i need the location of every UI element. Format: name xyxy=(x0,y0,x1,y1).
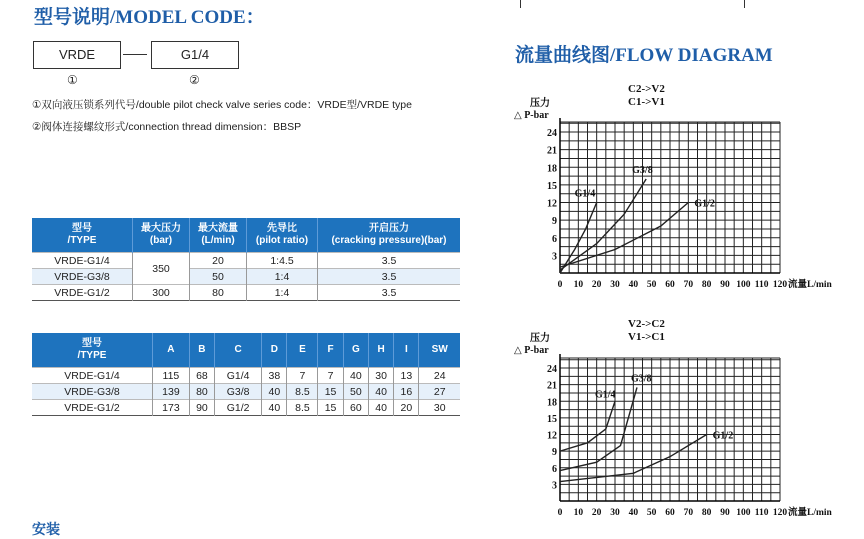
circle-marker-1: ① xyxy=(67,73,78,87)
x-tick-label: 120 xyxy=(772,508,788,518)
y-tick-label: 21 xyxy=(547,380,557,392)
x-tick-label: 70 xyxy=(683,280,694,290)
cell-pilot-ratio: 1:4 xyxy=(247,269,318,285)
x-tick-label: 110 xyxy=(754,508,769,518)
x-tick-label: 10 xyxy=(573,280,584,290)
y-tick-label: 3 xyxy=(552,480,557,492)
x-tick-label: 60 xyxy=(665,508,675,518)
x-tick-label: 120 xyxy=(772,280,788,290)
table-cell: G1/2 xyxy=(215,400,262,416)
x-tick-label: 30 xyxy=(610,508,620,518)
model-code-dash xyxy=(123,54,147,55)
table-cell: G3/8 xyxy=(215,384,262,400)
cell-pilot-ratio: 1:4.5 xyxy=(247,253,318,269)
cell-cracking-pressure: 3.5 xyxy=(318,269,461,285)
y-tick-label: 3 xyxy=(552,251,557,263)
table-cell: 15 xyxy=(318,384,343,400)
cell-cracking-pressure: 3.5 xyxy=(318,285,461,301)
cell-max-flow: 50 xyxy=(190,269,247,285)
table-cell: 80 xyxy=(189,384,214,400)
table-cell: 40 xyxy=(262,384,287,400)
cell-max-flow: 80 xyxy=(190,285,247,301)
x-axis-label: 流量L/min xyxy=(788,280,832,290)
x-tick-label: 20 xyxy=(591,508,602,518)
header-f: F xyxy=(318,333,343,368)
table-cell: 20 xyxy=(394,400,419,416)
header-h: H xyxy=(369,333,394,368)
y-tick-label: 18 xyxy=(547,397,557,409)
table-cell: 40 xyxy=(262,400,287,416)
table-row xyxy=(32,269,460,285)
y-tick-label: 6 xyxy=(552,463,557,475)
table-cell: VRDE-G1/4 xyxy=(32,368,153,384)
x-tick-label: 30 xyxy=(610,280,620,290)
y-tick-label: 12 xyxy=(547,430,557,442)
y-tick-label: 24 xyxy=(547,128,557,139)
series-label: G3/8 xyxy=(631,373,652,385)
table-cell: 24 xyxy=(419,368,460,384)
table-cell: 68 xyxy=(189,368,214,384)
header-g: G xyxy=(343,333,368,368)
table-cell: 16 xyxy=(394,384,419,400)
cell-max-pressure: 350 xyxy=(133,253,190,285)
y-tick-label: 9 xyxy=(552,447,557,459)
table-cell: 40 xyxy=(343,368,368,384)
table-cell: 50 xyxy=(343,384,368,400)
table-cell: VRDE-G3/8 xyxy=(32,384,153,400)
x-tick-label: 70 xyxy=(683,508,694,518)
table-cell: VRDE-G1/2 xyxy=(32,400,153,416)
header-type: 型号 /TYPE xyxy=(32,333,153,368)
table-cell: 27 xyxy=(419,384,460,400)
flow-diagram-title: 流量曲线图/FLOW DIAGRAM xyxy=(515,45,773,66)
x-tick-label: 100 xyxy=(736,508,751,518)
table-cell: G1/4 xyxy=(215,368,262,384)
table-cell: 40 xyxy=(369,400,394,416)
y-tick-label: 24 xyxy=(547,364,557,375)
x-tick-label: 10 xyxy=(573,508,584,518)
section-heading-install: 安装 xyxy=(32,521,60,537)
table-cell: 139 xyxy=(153,384,190,400)
x-tick-label: 40 xyxy=(628,508,639,518)
cell-pilot-ratio: 1:4 xyxy=(247,285,318,301)
header-c: C xyxy=(215,333,262,368)
cell-type: VRDE-G3/8 xyxy=(32,269,133,285)
table-cell: 60 xyxy=(343,400,368,416)
header-a: A xyxy=(153,333,190,368)
y-axis-label: △ P-bar xyxy=(514,345,549,356)
cell-max-pressure: 300 xyxy=(133,285,190,301)
table-row xyxy=(32,285,460,301)
y-tick-label: 9 xyxy=(552,216,557,228)
chart-title: C1->V1 xyxy=(628,96,665,108)
chart-title: V1->C1 xyxy=(628,331,665,343)
x-tick-label: 90 xyxy=(720,280,730,290)
header-e: E xyxy=(287,333,318,368)
y-axis-label: △ P-bar xyxy=(514,110,549,121)
series-label: G1/2 xyxy=(694,198,715,210)
y-axis-label: 压力 xyxy=(530,333,550,344)
divider-line xyxy=(744,0,745,8)
y-tick-label: 15 xyxy=(547,413,557,425)
table-cell: 30 xyxy=(419,400,460,416)
series-label: G1/4 xyxy=(595,389,616,401)
note-series-code: ①双向液压锁系列代号/double pilot check valve series code：VRDE型/VRDE type xyxy=(32,99,412,111)
y-axis-label: 压力 xyxy=(530,98,550,109)
y-tick-label: 6 xyxy=(552,233,557,245)
x-tick-label: 100 xyxy=(736,280,751,290)
header-max-pressure: 最大压力 (bar) xyxy=(133,218,190,253)
header-cracking-pressure: 开启压力 (cracking pressure)(bar) xyxy=(318,218,461,253)
table-cell: 7 xyxy=(318,368,343,384)
x-tick-label: 40 xyxy=(628,280,639,290)
x-tick-label: 110 xyxy=(754,280,769,290)
header-b: B xyxy=(189,333,214,368)
flow-chart-reverse xyxy=(505,312,860,527)
cell-cracking-pressure: 3.5 xyxy=(318,253,461,269)
table-cell: 40 xyxy=(369,384,394,400)
cell-max-flow: 20 xyxy=(190,253,247,269)
x-tick-label: 80 xyxy=(701,280,712,290)
circle-marker-2: ② xyxy=(189,73,200,87)
cell-type: VRDE-G1/4 xyxy=(32,253,133,269)
dimension-table xyxy=(32,333,460,416)
x-tick-label: 50 xyxy=(646,508,657,518)
series-label: G1/4 xyxy=(574,188,596,200)
header-max-flow: 最大流量 (L/min) xyxy=(190,218,247,253)
header-d: D xyxy=(262,333,287,368)
x-tick-label: 60 xyxy=(665,280,675,290)
header-type: 型号 /TYPE xyxy=(32,218,133,253)
model-code-thread-box: G1/4 xyxy=(151,41,239,69)
table-row xyxy=(32,400,460,416)
flow-chart-forward xyxy=(505,78,860,300)
x-tick-label: 0 xyxy=(557,508,563,518)
table-cell: 8.5 xyxy=(287,400,318,416)
model-code-series-box: VRDE xyxy=(33,41,121,69)
table-cell: 30 xyxy=(369,368,394,384)
y-tick-label: 21 xyxy=(547,145,557,157)
header-sw: SW xyxy=(419,333,460,368)
spec-table xyxy=(32,218,460,301)
cell-type: VRDE-G1/2 xyxy=(32,285,133,301)
y-tick-label: 18 xyxy=(547,163,557,175)
table-cell: 115 xyxy=(153,368,190,384)
note-thread-dimension: ②阀体连接螺纹形式/connection thread dimension：BBSP xyxy=(32,121,302,133)
model-code-title: 型号说明/MODEL CODE： xyxy=(34,7,265,28)
series-label: G1/2 xyxy=(712,430,734,442)
table-cell: 7 xyxy=(287,368,318,384)
x-axis-label: 流量L/min xyxy=(788,508,832,518)
x-tick-label: 20 xyxy=(591,280,602,290)
table-cell: 8.5 xyxy=(287,384,318,400)
divider-line xyxy=(520,0,521,8)
x-tick-label: 0 xyxy=(557,280,563,290)
chart-title: C2->V2 xyxy=(628,83,665,95)
table-row xyxy=(32,368,460,384)
series-label: G3/8 xyxy=(632,165,653,176)
x-tick-label: 90 xyxy=(720,508,730,518)
table-cell: 90 xyxy=(189,400,214,416)
chart-title: V2->C2 xyxy=(628,318,665,330)
table-cell: 173 xyxy=(153,400,190,416)
x-tick-label: 50 xyxy=(646,280,657,290)
y-tick-label: 12 xyxy=(547,198,557,210)
table-row xyxy=(32,384,460,400)
x-tick-label: 80 xyxy=(701,508,712,518)
header-i: I xyxy=(394,333,419,368)
y-tick-label: 15 xyxy=(547,180,557,192)
table-cell: 38 xyxy=(262,368,287,384)
table-cell: 15 xyxy=(318,400,343,416)
header-pilot-ratio: 先导比 (pilot ratio) xyxy=(247,218,318,253)
table-row xyxy=(32,253,460,269)
table-cell: 13 xyxy=(394,368,419,384)
